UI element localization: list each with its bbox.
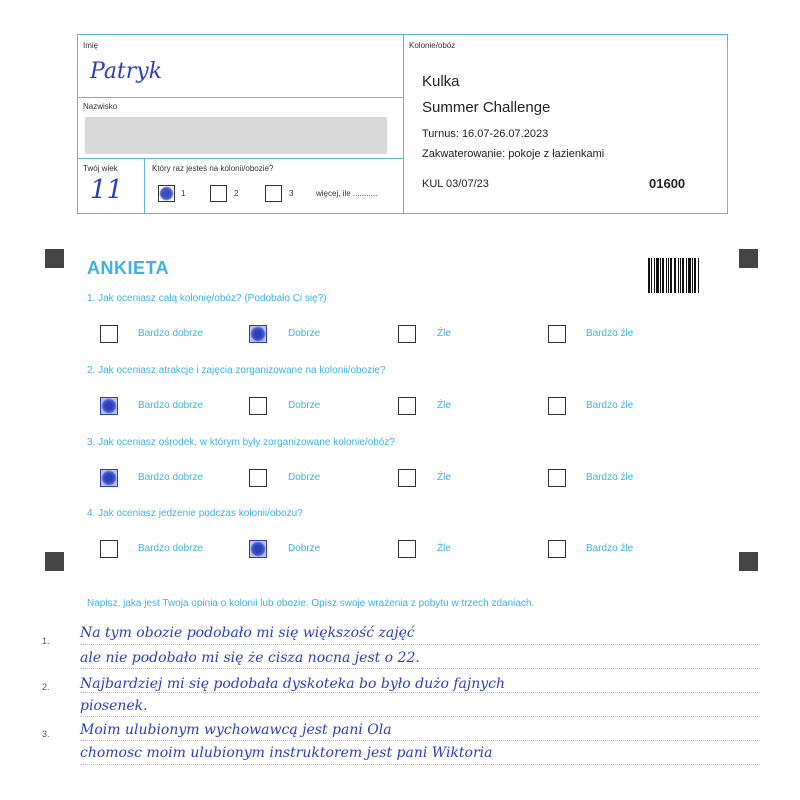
question-4-text: 4. Jak oceniasz jedzenie podczas kolonii/obozu? [87, 508, 303, 519]
question-3-text: 3. Jak oceniasz ośrodek, w którym były zorganizowane kolonie/obóz? [87, 437, 395, 448]
question-1-checkbox-3[interactable] [398, 325, 416, 343]
question-1-text: 1. Jak oceniasz całą kolonię/obóz? (Podobało Ci się?) [87, 293, 327, 304]
opinion-line-1[interactable]: Na tym obozie podobało mi się większość zajęć [80, 625, 415, 641]
question-1-option-label: Bardzo źle [586, 328, 634, 339]
question-1-option-label: Źle [437, 328, 451, 339]
writing-line-4 [80, 716, 760, 717]
barcode-bar [674, 258, 677, 293]
opinion-line-5[interactable]: Moim ulubionym wychowawcą jest pani Ola [80, 722, 392, 738]
barcode-bar [648, 258, 650, 293]
times-checkbox-2[interactable] [210, 185, 227, 202]
question-2-checkbox-4[interactable] [548, 397, 566, 415]
accommodation-text: Zakwaterowanie: pokoje z łazienkami [422, 148, 605, 160]
barcode-bar [668, 258, 669, 293]
question-4-checkbox-4[interactable] [548, 540, 566, 558]
barcode-bar [678, 258, 679, 293]
opinion-line-6[interactable]: chomosc moim ulubionym instruktorem jest pani Wiktoria [80, 745, 493, 761]
age-value[interactable]: 11 [90, 175, 124, 205]
barcode-bar [694, 258, 696, 293]
question-2-option-label: Bardzo dobrze [138, 400, 204, 411]
name-label: Imię [83, 41, 99, 50]
times-option-2: 2 [234, 189, 239, 198]
header-divider-name [78, 97, 403, 98]
barcode-bar [692, 258, 693, 293]
question-4-option-label: Bardzo źle [586, 543, 634, 554]
times-checkbox-3[interactable] [265, 185, 282, 202]
camp-name-2: Summer Challenge [422, 99, 551, 116]
opinion-line-3[interactable]: Najbardziej mi się podobała dyskoteka bo było dużo fajnych [80, 676, 506, 692]
question-1-option-label: Bardzo dobrze [138, 328, 204, 339]
times-checkbox-1[interactable] [158, 185, 175, 202]
registration-mark-top-left [45, 249, 64, 268]
barcode-bar [662, 258, 664, 293]
question-3-checkbox-1[interactable] [100, 469, 118, 487]
times-option-1: 1 [181, 189, 186, 198]
registration-mark-bottom-left [45, 552, 64, 571]
barcode-bar [698, 258, 699, 293]
barcode-bar [651, 258, 652, 293]
barcode-bar [670, 258, 672, 293]
question-1-checkbox-2[interactable] [249, 325, 267, 343]
times-more-label: więcej, ile ........... [316, 189, 378, 198]
barcode-bar [682, 258, 684, 293]
turnus-text: Turnus: 16.07-26.07.2023 [422, 128, 549, 140]
surname-redacted [85, 117, 387, 154]
question-4-checkbox-1[interactable] [100, 540, 118, 558]
opinion-line-4[interactable]: piosenek. [80, 698, 148, 714]
line-number-2: 2. [42, 682, 50, 692]
camp-number: 01600 [649, 176, 686, 191]
question-4-option-label: Źle [437, 543, 451, 554]
question-4-checkbox-2[interactable] [249, 540, 267, 558]
header-divider-age [144, 159, 145, 213]
barcode-icon [648, 258, 700, 293]
opinion-line-2[interactable]: ale nie podobało mi się że cisza nocna jest o 22. [80, 650, 420, 666]
question-2-option-label: Źle [437, 400, 451, 411]
camp-label: Kolonie/obóz [409, 41, 456, 50]
name-value[interactable]: Patryk [90, 59, 163, 84]
camp-name-1: Kulka [422, 73, 460, 90]
line-number-1: 1. [42, 636, 50, 646]
question-1-checkbox-1[interactable] [100, 325, 118, 343]
barcode-bar [666, 258, 667, 293]
question-1-checkbox-4[interactable] [548, 325, 566, 343]
survey-title: ANKIETA [87, 258, 170, 278]
question-3-option-label: Bardzo źle [586, 472, 634, 483]
question-1-option-label: Dobrze [288, 328, 321, 339]
question-3-option-label: Dobrze [288, 472, 321, 483]
registration-mark-top-right [739, 249, 758, 268]
question-4-checkbox-3[interactable] [398, 540, 416, 558]
question-3-checkbox-2[interactable] [249, 469, 267, 487]
registration-mark-bottom-right [739, 552, 758, 571]
question-3-option-label: Źle [437, 472, 451, 483]
barcode-bar [656, 258, 659, 293]
question-2-checkbox-2[interactable] [249, 397, 267, 415]
barcode-bar [688, 258, 691, 293]
writing-line-2 [80, 668, 760, 669]
question-3-checkbox-4[interactable] [548, 469, 566, 487]
barcode-bar [654, 258, 655, 293]
writing-line-6 [80, 764, 760, 765]
opinion-instruction: Napisz, jaka jest Twoja opinia o kolonii lub obozie. Opisz swoje wrażenia z pobytu w trzech zdaniach. [87, 598, 535, 609]
times-option-3: 3 [289, 189, 294, 198]
question-4-option-label: Dobrze [288, 543, 321, 554]
header-divider-vertical [403, 35, 404, 213]
question-2-checkbox-3[interactable] [398, 397, 416, 415]
question-2-text: 2. Jak oceniasz atrakcje i zajęcia zorganizowane na kolonii/obozie? [87, 365, 386, 376]
header-box [77, 34, 728, 214]
writing-line-3 [80, 692, 760, 693]
surname-label: Nazwisko [83, 102, 118, 111]
age-label: Twój wiek [83, 164, 118, 173]
barcode-bar [660, 258, 661, 293]
barcode-bar [686, 258, 687, 293]
camp-code: KUL 03/07/23 [422, 178, 489, 190]
question-2-option-label: Dobrze [288, 400, 321, 411]
line-number-3: 3. [42, 729, 50, 739]
header-divider-surname [78, 158, 403, 159]
question-3-checkbox-3[interactable] [398, 469, 416, 487]
question-3-option-label: Bardzo dobrze [138, 472, 204, 483]
question-2-checkbox-1[interactable] [100, 397, 118, 415]
barcode-bar [680, 258, 681, 293]
question-2-option-label: Bardzo źle [586, 400, 634, 411]
writing-line-1 [80, 644, 760, 645]
writing-line-5 [80, 740, 760, 741]
times-label: Który raz jesteś na kolonii/obozie? [152, 164, 274, 173]
question-4-option-label: Bardzo dobrze [138, 543, 204, 554]
